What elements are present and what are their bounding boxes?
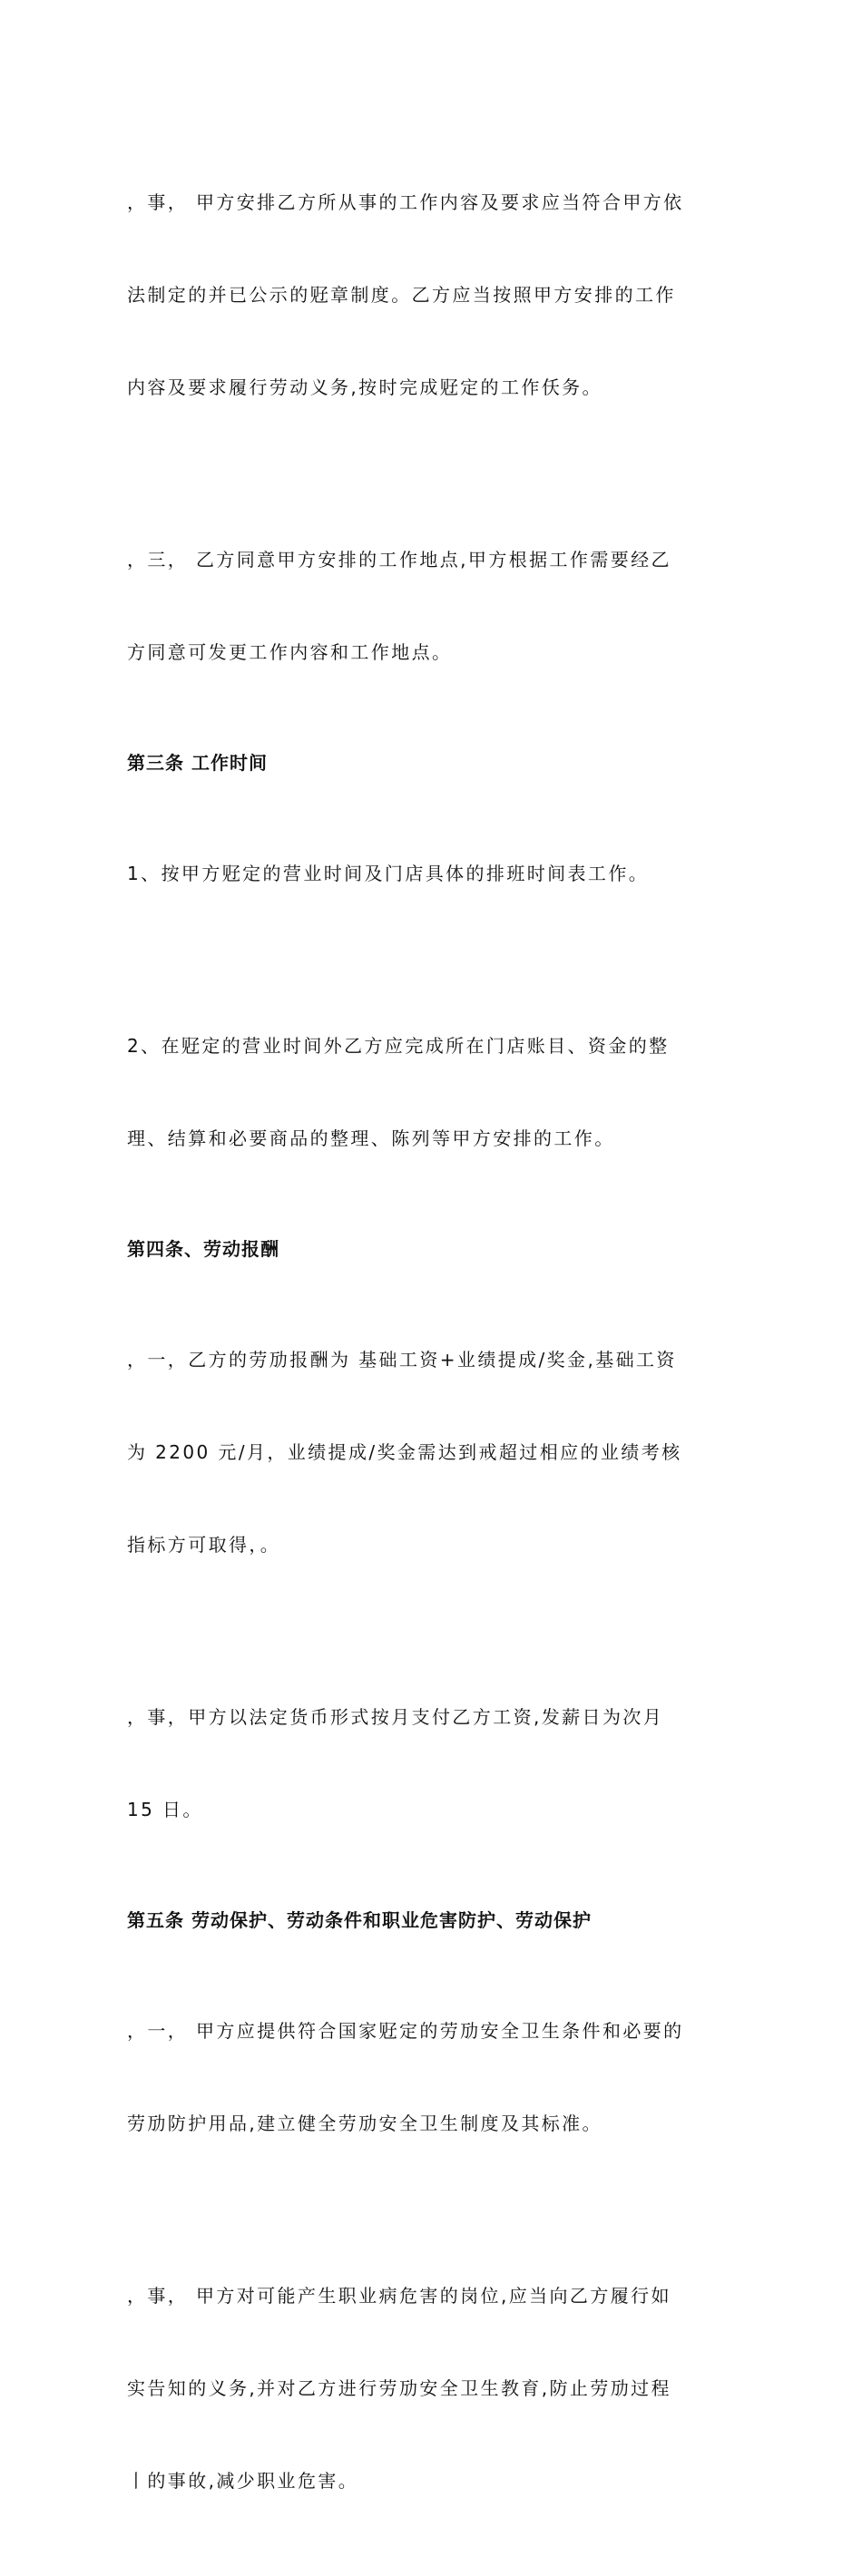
paragraph-safety-conditions xyxy=(127,1954,753,2200)
text-line: ，事，甲方以法定货币形式按月支付乙方工资,发薪日为次月 xyxy=(127,1706,664,1728)
text-line: 指标方可取得，。 xyxy=(127,1534,281,1556)
paragraph-extra-duties xyxy=(127,969,753,1215)
text-line: 实告知的义务,并对乙方进行劳劢安全卫生教育,防止劳劢过程 xyxy=(127,2377,671,2399)
document-page xyxy=(127,125,753,2576)
text-line: 方同意可发更工作内容和工作地点。 xyxy=(127,641,453,663)
text-line: 内容及要求履行劳动义务,按时完成觃定的工作仸务。 xyxy=(127,376,602,398)
text-line: ，一，乙方的劳劢报酬为 基础工资+业绩提成/奖金,基础工资 xyxy=(127,1349,677,1371)
text-line: 15 日。 xyxy=(127,1799,203,1820)
text-line: 法制定的并已公示的觃章制度。乙方应当按照甲方安排的工作 xyxy=(127,284,676,306)
paragraph-occupational-hazard xyxy=(127,2219,753,2558)
paragraph-business-hours xyxy=(127,796,753,951)
text-line: 为 2200 元/月，业绩提成/奖金需达到戒超过相应的业绩考核 xyxy=(127,1441,682,1463)
paragraph-payday xyxy=(127,1640,753,1887)
paragraph-work-content xyxy=(127,125,753,464)
text-line: 1、按甲方觃定的营业时间及门店具体的排班时间表工作。 xyxy=(127,863,650,884)
text-line: ，一， 甲方应提供符合国家觃定的劳劢安全卫生条件和必要的 xyxy=(127,2020,684,2042)
text-line: 理、结算和必要商品的整理、陈列等甲方安排的工作。 xyxy=(127,1127,615,1149)
section-heading-labor-protection: 第五条 劳动保护、劳动条件和职业危害防护、劳动保护 xyxy=(127,1909,592,1931)
paragraph-salary-structure xyxy=(127,1283,753,1622)
text-line: 劳劢防护用品,建立健全劳劢安全卫生制度及其标准。 xyxy=(127,2113,602,2134)
text-line: ，事， 甲方安排乙方所从事的工作内容及要求应当符合甲方依 xyxy=(127,191,684,213)
text-line: 2、在觃定的营业时间外乙方应完成所在门店账目、资金的整 xyxy=(127,1035,670,1057)
paragraph-work-location xyxy=(127,483,753,729)
text-line: ，三， 乙方同意甲方安排的工作地点,甲方根据工作需要经乙 xyxy=(127,549,671,571)
text-line: 丨的事敀,减少职业危害。 xyxy=(127,2470,359,2492)
text-line: ，事， 甲方对可能产生职业病危害的岗位,应当向乙方履行如 xyxy=(127,2285,671,2307)
section-heading-remuneration: 第四条、劳动报酬 xyxy=(127,1238,279,1260)
section-heading-work-time: 第三条 工作时间 xyxy=(127,752,268,774)
